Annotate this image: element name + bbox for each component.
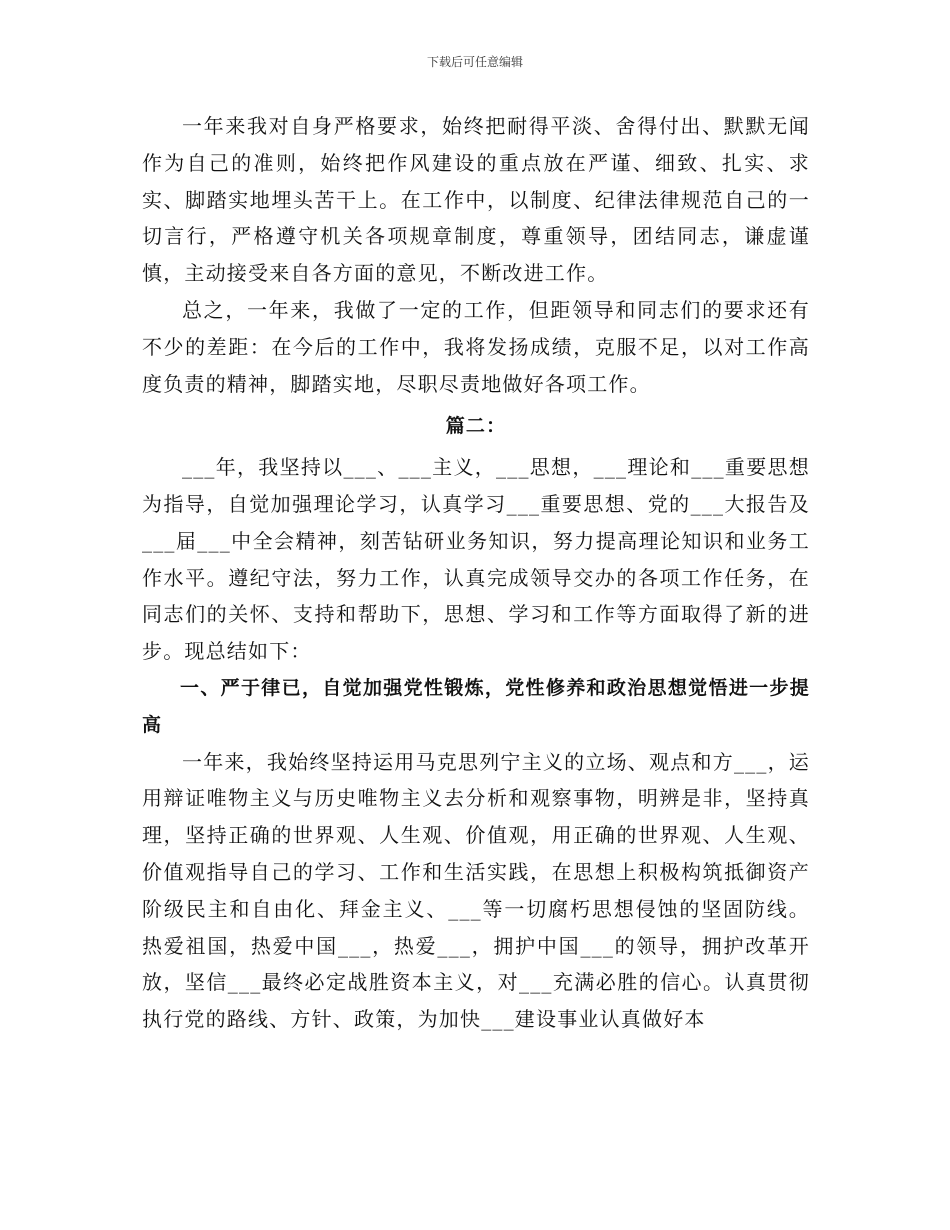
header-note: 下载后可任意编辑 <box>426 55 523 69</box>
document-body <box>142 108 810 1038</box>
paragraph: 总之，一年来，我做了一定的工作，但距领导和同志们的要求还有不少的差距：在今后的工作中，我将发扬成绩，克服不足，以对工作高度负责的精神，脚踏实地，尽职尽责地做好各项工作。 <box>142 297 810 396</box>
subheading: 一、严于律已，自觉加强党性锻炼，党性修养和政治思想觉悟进一步提高 <box>142 676 810 736</box>
section-title: 篇二： <box>445 415 507 438</box>
paragraph: 一年来，我始终坚持运用马克思列宁主义的立场、观点和方___，运用辩证唯物主义与历史唯物主义去分析和观察事物，明辨是非，坚持真理，坚持正确的世界观、人生观、价值观，用正确的世界观、人生观、价值观指导自己的学习、工作和生活实践，在思想上积极构筑抵御资产阶级民主和自由化、拜金主义、___等一切腐朽思想侵蚀的坚固防线。热爱祖国，热爱中国___，热爱___，拥护中国___的领导，拥护改革开放，坚信___最终必定战胜资本主义，对___充满必胜的信心。认真贯彻执行党的路线、方针、政策，为加快___建设事业认真做好本 <box>142 749 810 1032</box>
paragraph: ___年，我坚持以___、___主义，___思想，___理论和___重要思想为指导，自觉加强理论学习，认真学习___重要思想、党的___大报告及___届___中全会精神，刻苦钻研业务知识，努力提高理论知识和业务工作水平。遵纪守法，努力工作，认真完成领导交办的各项工作任务，在同志们的关怀、支持和帮助下，思想、学习和工作等方面取得了新的进步。现总结如下： <box>142 455 810 664</box>
paragraph: 一年来我对自身严格要求，始终把耐得平淡、舍得付出、默默无闻作为自己的准则，始终把作风建设的重点放在严谨、细致、扎实、求实、脚踏实地埋头苦干上。在工作中，以制度、纪律法律规范自己的一切言行，严格遵守机关各项规章制度，尊重领导，团结同志，谦虚谨慎，主动接受来自各方面的意见，不断改进工作。 <box>142 114 810 286</box>
